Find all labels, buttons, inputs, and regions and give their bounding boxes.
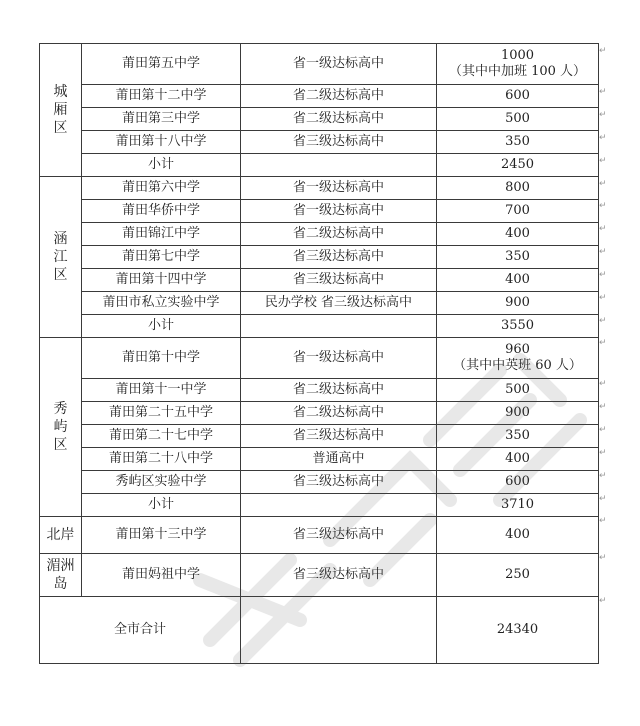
grand-total-label: 全市合计	[40, 597, 241, 664]
grand-total-row	[40, 597, 599, 664]
school-level: 省三级达标高中	[241, 471, 437, 494]
paragraph-mark-icon: ↵	[599, 553, 607, 563]
district-name-char: 区	[53, 437, 68, 453]
empty-cell	[241, 154, 437, 177]
enrollment-count: 600	[437, 85, 599, 108]
school-level: 省二级达标高中	[241, 223, 437, 246]
subtotal-value: 3550	[437, 315, 599, 338]
table-row	[40, 402, 599, 425]
enrollment-count: 900	[437, 402, 599, 425]
school-level: 省三级达标高中	[241, 425, 437, 448]
school-name: 莆田第十八中学	[82, 131, 241, 154]
school-level: 省三级达标高中	[241, 269, 437, 292]
enrollment-count: 350	[437, 425, 599, 448]
subtotal-label: 小计	[82, 315, 241, 338]
paragraph-mark-icon: ↵	[599, 179, 607, 189]
school-level: 省二级达标高中	[241, 402, 437, 425]
paragraph-mark-icon: ↵	[599, 338, 607, 348]
school-name: 莆田锦江中学	[82, 223, 241, 246]
district-name-char: 江	[53, 249, 68, 265]
paragraph-mark-icon: ↵	[599, 316, 607, 326]
empty-cell	[241, 597, 437, 664]
table-row	[40, 85, 599, 108]
enrollment-count	[437, 44, 599, 85]
district-name-char: 区	[53, 120, 68, 136]
subtotal-label: 小计	[82, 494, 241, 517]
paragraph-mark-icon: ↵	[599, 46, 607, 56]
school-level: 省一级达标高中	[241, 44, 437, 85]
table-row	[40, 177, 599, 200]
paragraph-mark-icon: ↵	[599, 379, 607, 389]
school-name: 莆田华侨中学	[82, 200, 241, 223]
enrollment-count: 350	[437, 131, 599, 154]
enrollment-count: 400	[437, 448, 599, 471]
paragraph-mark-icon: ↵	[599, 596, 607, 606]
school-name: 莆田第二十七中学	[82, 425, 241, 448]
enrollment-count: 400	[437, 223, 599, 246]
enrollment-count: 700	[437, 200, 599, 223]
paragraph-mark-icon: ↵	[599, 448, 607, 458]
enrollment-count: 400	[437, 517, 599, 554]
table-row	[40, 269, 599, 292]
school-name: 莆田第三中学	[82, 108, 241, 131]
school-level: 省二级达标高中	[241, 379, 437, 402]
school-level: 省二级达标高中	[241, 85, 437, 108]
school-name: 莆田第七中学	[82, 246, 241, 269]
table-row	[40, 200, 599, 223]
paragraph-mark-icon: ↵	[599, 224, 607, 234]
paragraph-mark-icon: ↵	[599, 516, 607, 526]
paragraph-mark-icon: ↵	[599, 402, 607, 412]
table-row	[40, 131, 599, 154]
school-name: 莆田第十二中学	[82, 85, 241, 108]
subtotal-row	[40, 494, 599, 517]
school-name: 莆田第十四中学	[82, 269, 241, 292]
paragraph-mark-icon: ↵	[599, 133, 607, 143]
school-name: 秀屿区实验中学	[82, 471, 241, 494]
table-row	[40, 44, 599, 85]
paragraph-mark-icon: ↵	[599, 494, 607, 504]
school-level: 省一级达标高中	[241, 338, 437, 379]
table-row	[40, 425, 599, 448]
paragraph-mark-icon: ↵	[599, 247, 607, 257]
school-level: 省二级达标高中	[241, 108, 437, 131]
school-name: 莆田市私立实验中学	[82, 292, 241, 315]
table-row	[40, 338, 599, 379]
school-name: 莆田妈祖中学	[82, 554, 241, 597]
count-value: 1000	[500, 48, 535, 63]
enrollment-count: 800	[437, 177, 599, 200]
empty-cell	[241, 315, 437, 338]
district-name-char: 厢	[53, 102, 68, 118]
district-cell-meizhoudao	[40, 554, 82, 597]
enrollment-count: 500	[437, 108, 599, 131]
table-row	[40, 108, 599, 131]
district-name-char: 屿	[53, 419, 68, 435]
paragraph-mark-icon: ↵	[599, 156, 607, 166]
district-name-char: 区	[53, 267, 68, 283]
district-cell-beian	[40, 517, 82, 554]
table-row	[40, 471, 599, 494]
school-level: 省三级达标高中	[241, 246, 437, 269]
table-row	[40, 517, 599, 554]
paragraph-mark-icon: ↵	[599, 293, 607, 303]
subtotal-value: 2450	[437, 154, 599, 177]
enrollment-count: 400	[437, 269, 599, 292]
school-name: 莆田第十三中学	[82, 517, 241, 554]
count-value: 960	[505, 342, 530, 357]
enrollment-count: 250	[437, 554, 599, 597]
count-note: （其中中英班 60 人）	[453, 358, 582, 373]
paragraph-mark-icon: ↵	[599, 425, 607, 435]
paragraph-mark-icon: ↵	[599, 87, 607, 97]
school-level: 省三级达标高中	[241, 517, 437, 554]
paragraph-mark-icon: ↵	[599, 201, 607, 211]
enrollment-count: 900	[437, 292, 599, 315]
district-name-char: 北岸	[46, 527, 75, 543]
school-name: 莆田第二十八中学	[82, 448, 241, 471]
district-name-char: 城	[53, 84, 68, 100]
district-name-char: 岛	[53, 576, 68, 592]
district-name-char: 秀	[53, 401, 68, 417]
table-row	[40, 379, 599, 402]
table-row	[40, 223, 599, 246]
school-name: 莆田第五中学	[82, 44, 241, 85]
table-row	[40, 292, 599, 315]
enrollment-table	[39, 43, 599, 664]
paragraph-mark-icon: ↵	[599, 471, 607, 481]
district-cell-hanjiang	[40, 177, 82, 338]
district-name-char: 涵	[53, 231, 68, 247]
school-name: 莆田第二十五中学	[82, 402, 241, 425]
count-note: （其中中加班 100 人）	[448, 64, 587, 79]
school-level: 省三级达标高中	[241, 131, 437, 154]
enrollment-count	[437, 338, 599, 379]
empty-cell	[241, 494, 437, 517]
table-row	[40, 554, 599, 597]
paragraph-mark-icon: ↵	[599, 270, 607, 280]
grand-total-value: 24340	[437, 597, 599, 664]
table-row	[40, 246, 599, 269]
district-cell-chengxiang	[40, 44, 82, 177]
subtotal-row	[40, 315, 599, 338]
subtotal-value: 3710	[437, 494, 599, 517]
subtotal-label: 小计	[82, 154, 241, 177]
subtotal-row	[40, 154, 599, 177]
district-cell-xiuyu	[40, 338, 82, 517]
school-name: 莆田第十一中学	[82, 379, 241, 402]
school-level: 普通高中	[241, 448, 437, 471]
enrollment-count: 600	[437, 471, 599, 494]
school-level: 省一级达标高中	[241, 177, 437, 200]
paragraph-mark-icon: ↵	[599, 110, 607, 120]
school-level: 省一级达标高中	[241, 200, 437, 223]
enrollment-count: 500	[437, 379, 599, 402]
school-level: 民办学校 省三级达标高中	[241, 292, 437, 315]
school-name: 莆田第六中学	[82, 177, 241, 200]
enrollment-count: 350	[437, 246, 599, 269]
school-name: 莆田第十中学	[82, 338, 241, 379]
school-level: 省三级达标高中	[241, 554, 437, 597]
table-row	[40, 448, 599, 471]
district-name-char: 湄洲	[46, 558, 75, 574]
